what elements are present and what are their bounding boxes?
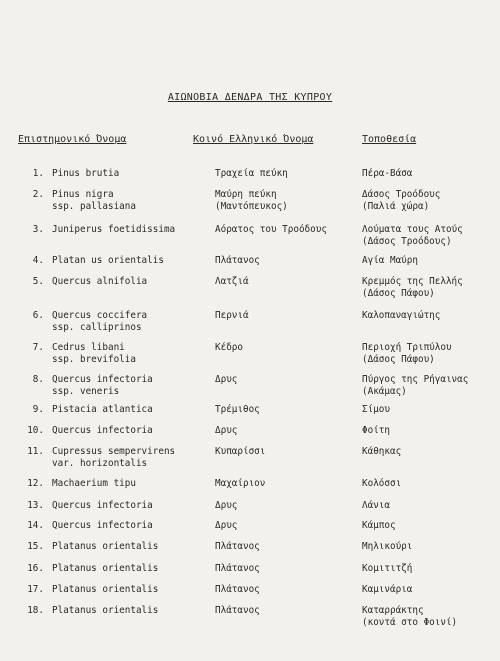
scientific-name: Quercus alnifolia [52, 276, 148, 287]
row-number: 15. [27, 541, 44, 552]
row-number: 10. [27, 425, 44, 436]
location: Μηλικούρι [362, 541, 413, 552]
location: Καλοπαναγιώτης [362, 310, 441, 321]
location: Λάνια [362, 500, 390, 511]
common-name: Πλάτανος [215, 255, 260, 266]
scientific-name: Quercus coccifera ssp. calliprinos [52, 310, 148, 333]
location: Πέρα-Βάσα [362, 168, 413, 179]
row-number: 17. [27, 584, 44, 595]
location: Κρεμμός της Πελλής (Δάσος Πάφου) [362, 276, 463, 299]
common-name: Πλάτανος [215, 605, 260, 616]
scientific-name: Pistacia atlantica [52, 404, 153, 415]
row-number: 11. [27, 446, 44, 457]
column-header-location: Τοποθεσία [362, 134, 417, 145]
common-name: Τραχεία πεύκη [215, 168, 288, 179]
location: Σίμου [362, 404, 390, 415]
location: Κάθηκας [362, 446, 402, 457]
scientific-name: Cupressus sempervirens var. horizontalis [52, 446, 176, 469]
common-name: Μαύρη πεύκη (Μαντόπευκος) [215, 189, 288, 212]
common-name: Δρυς [215, 374, 238, 385]
common-name: Μαχαίριον [215, 478, 266, 489]
common-name: Κέδρο [215, 342, 243, 353]
scientific-name: Pinus nigra ssp. pallasiana [52, 189, 136, 212]
common-name: Αόρατος του Τροόδους [215, 224, 327, 235]
scientific-name: Quercus infectoria ssp. veneris [52, 374, 153, 397]
row-number: 13. [27, 500, 44, 511]
row-number: 12. [27, 478, 44, 489]
scientific-name: Platanus orientalis [52, 563, 159, 574]
column-header-common: Κοινό Ελληνικό Όνομα [193, 134, 314, 145]
page-title-text: ΑΙΩΝΟΒΙΑ ΔΕΝΔΡΑ ΤΗΣ ΚΥΠΡΟΥ [167, 92, 333, 103]
scientific-name: Machaerium tipu [52, 478, 136, 489]
row-number: 8. [32, 374, 44, 385]
scientific-name: Quercus infectoria [52, 520, 153, 531]
location: Περιοχή Τριπύλου (Δάσος Πάφου) [362, 342, 452, 365]
location: Αγία Μαύρη [362, 255, 418, 266]
common-name: Πλάτανος [215, 584, 260, 595]
row-number: 2. [32, 189, 44, 200]
scientific-name: Platanus orientalis [52, 584, 159, 595]
common-name: Περνιά [215, 310, 249, 321]
row-number: 16. [27, 563, 44, 574]
scientific-name: Platan us orientalis [52, 255, 164, 266]
common-name: Δρυς [215, 520, 238, 531]
scientific-name: Platanus orientalis [52, 541, 159, 552]
location: Πύργος της Ρήγαινας (Ακάμας) [362, 374, 469, 397]
common-name: Πλάτανος [215, 541, 260, 552]
row-number: 3. [32, 224, 44, 235]
location: Κομιτιτζή [362, 563, 413, 574]
scientific-name: Quercus infectoria [52, 425, 153, 436]
location: Καμινάρια [362, 584, 413, 595]
row-number: 9. [32, 404, 44, 415]
scientific-name: Cedrus libani ssp. brevifolia [52, 342, 136, 365]
common-name: Λατζιά [215, 276, 249, 287]
scientific-name: Platanus orientalis [52, 605, 159, 616]
column-header-scientific: Επιστημονικό Όνομα [18, 134, 127, 145]
common-name: Πλάτανος [215, 563, 260, 574]
scientific-name: Quercus infectoria [52, 500, 153, 511]
row-number: 18. [27, 605, 44, 616]
common-name: Κυπαρίσσι [215, 446, 266, 457]
scientific-name: Pinus brutia [52, 168, 120, 179]
scientific-name: Juniperus foetidissima [52, 224, 176, 235]
location: Κολόσσι [362, 478, 402, 489]
common-name: Τρέμιθος [215, 404, 260, 415]
row-number: 7. [32, 342, 44, 353]
location: Καταρράκτης (κοντά στο Φοινί) [362, 605, 458, 628]
location: Κάμπος [362, 520, 396, 531]
page-title [0, 92, 500, 103]
location: Δάσος Τροόδους (Παλιά χώρα) [362, 189, 441, 212]
common-name: Δρυς [215, 500, 238, 511]
common-name: Δρυς [215, 425, 238, 436]
row-number: 4. [32, 255, 44, 266]
location: Φοίτη [362, 425, 390, 436]
row-number: 1. [32, 168, 44, 179]
row-number: 5. [32, 276, 44, 287]
row-number: 14. [27, 520, 44, 531]
row-number: 6. [32, 310, 44, 321]
location: Λούματα τους Ατούς (Δάσος Τροόδους) [362, 224, 463, 247]
